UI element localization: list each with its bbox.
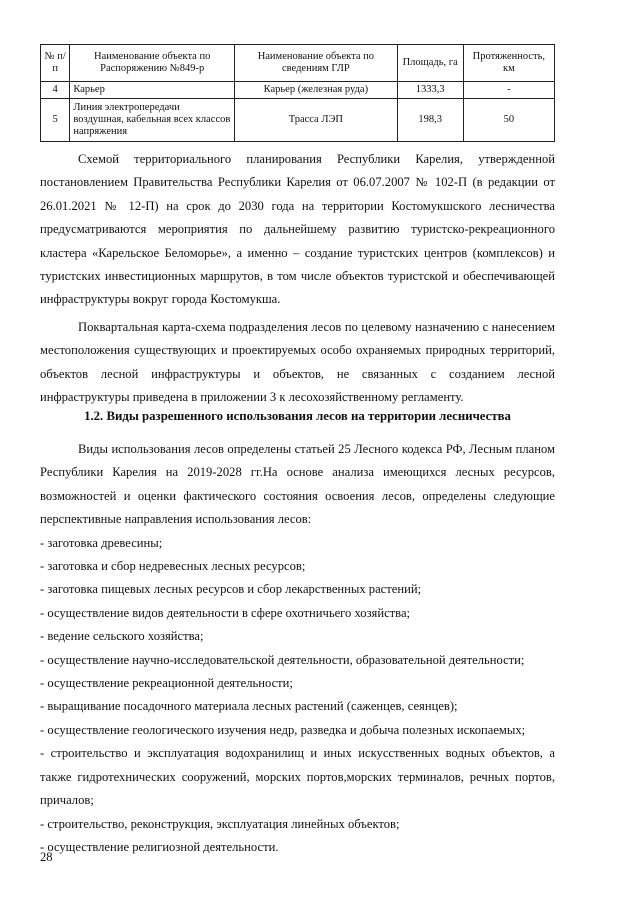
list-item: - заготовка и сбор недревесных лесных ресурсов; (40, 559, 306, 574)
cell-name: Карьер (70, 82, 235, 99)
list-item: - осуществление видов деятельности в сфере охотничьего хозяйства; (40, 605, 411, 620)
table-row (41, 82, 555, 99)
cell-num: 5 (41, 99, 70, 142)
cell-area: 198,3 (397, 99, 463, 142)
paragraph-intro: Виды использования лесов определены статьей 25 Лесного кодекса РФ, Лесным планом Республики Карелия на 2019-2028 гг.На основе анализа имеющихся лесных ресурсов, возможностей и оценки фактического состояния освоения лесов, определены следующие перспективные направления использования лесов: (40, 442, 555, 527)
list-item: - осуществление научно-исследовательской деятельности, образовательной деятельности; (40, 652, 525, 667)
uses-list (40, 532, 555, 860)
list-item: - заготовка древесины; (40, 535, 163, 550)
list-item: - строительство, реконструкция, эксплуатация линейных объектов; (40, 816, 400, 831)
list-item: - заготовка пищевых лесных ресурсов и сбор лекарственных растений; (40, 582, 422, 597)
table-header-row (41, 45, 555, 82)
body-top (40, 148, 555, 409)
cell-glr: Трасса ЛЭП (235, 99, 398, 142)
list-item: - ведение сельского хозяйства; (40, 629, 204, 644)
section-heading: 1.2. Виды разрешенного использования лесов на территории лесничества (84, 409, 511, 423)
cell-length: 50 (463, 99, 554, 142)
list-item: - осуществление геологического изучения недр, разведка и добыча полезных ископаемых; (40, 722, 526, 737)
cell-glr: Карьер (железная руда) (235, 82, 398, 99)
header-glr: Наименование объекта по сведениям ГЛР (235, 45, 398, 82)
list-item: - осуществление рекреационной деятельности; (40, 676, 293, 691)
list-item: - выращивание посадочного материала лесных растений (саженцев, сеянцев); (40, 699, 458, 714)
table-row (41, 99, 555, 142)
page-number: 28 (40, 850, 53, 864)
list-item: - строительство и эксплуатация водохранилищ и иных искусственных водных объектов, а также гидротехнических сооружений, морских портов,морских терминалов, речных портов, причалов; (40, 746, 555, 808)
list-item: - осуществление религиозной деятельности. (40, 839, 279, 854)
header-length: Протяженность, км (463, 45, 554, 82)
cell-area: 1333,3 (397, 82, 463, 99)
paragraph-territorial-scheme: Схемой территориального планирования Республики Карелия, утвержденной постановлением Правительства Республики Карелия от 06.07.2007 № 102-П (в редакции от 26.01.2021 № 12-П) на срок до 2030 года на территории Костомукшского лесничества предусматриваются мероприятия по дальнейшему развитию туристско-рекреационного кластера «Карельское Беломорье», а именно – создание туристских центров (комплексов) и туристских инвестиционных маршрутов, в том числе объектов туристской и обеспечивающей инфраструктуры вокруг города Костомукша. (40, 152, 555, 307)
objects-table (40, 44, 555, 142)
header-area: Площадь, га (397, 45, 463, 82)
body-uses (40, 438, 555, 859)
cell-length: - (463, 82, 554, 99)
paragraph-map-scheme: Поквартальная карта-схема подразделения лесов по целевому назначению с нанесением местоположения существующих и проектируемых особо охраняемых природных территорий, объектов лесной инфраструктуры и объектов, не связанных с созданием лесной инфраструктуры приведена в приложении 3 к лесохозяйственному регламенту. (40, 319, 555, 405)
header-name: Наименование объекта по Распоряжению №849-р (70, 45, 235, 82)
cell-num: 4 (41, 82, 70, 99)
cell-name: Линия электропередачи воздушная, кабельная всех классов напряжения (70, 99, 235, 142)
header-num: № п/п (41, 45, 70, 82)
